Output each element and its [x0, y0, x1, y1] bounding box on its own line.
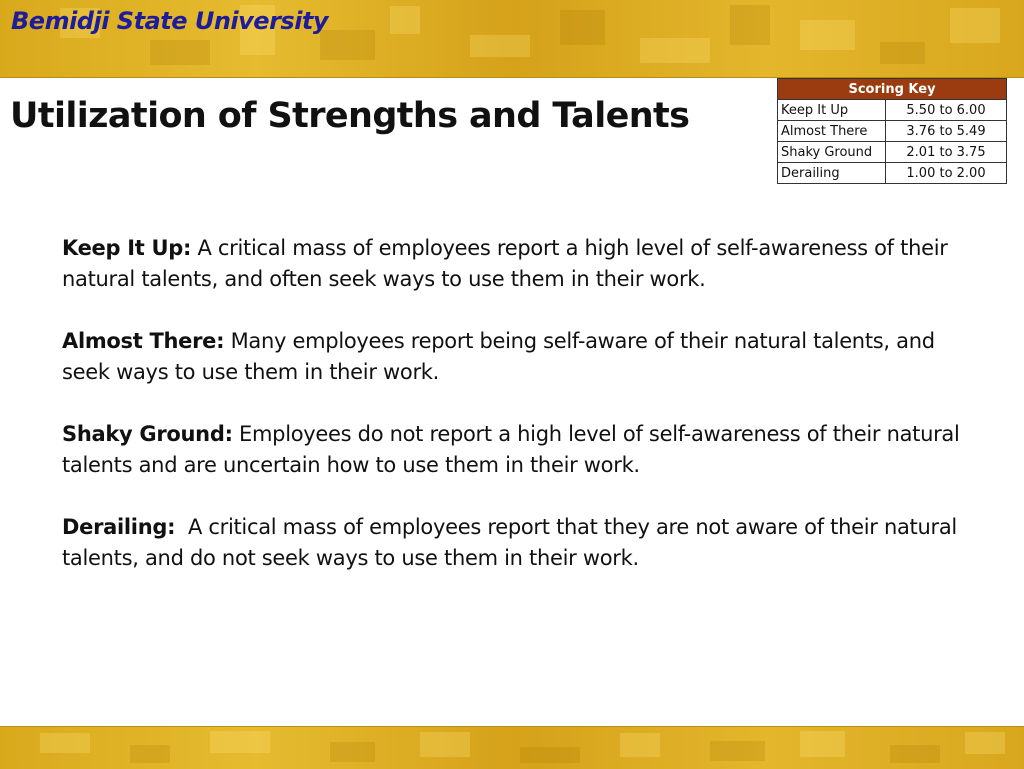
- scoring-key-row: [778, 163, 1007, 184]
- description-text: A critical mass of employees report that they are not aware of their natural talents, and do not seek ways to use them in their work.: [62, 515, 964, 570]
- scoring-key-row: [778, 142, 1007, 163]
- description-shaky-ground: [62, 419, 987, 481]
- scoring-key-heading: Scoring Key: [778, 79, 1007, 100]
- description-term: Shaky Ground:: [62, 422, 233, 446]
- description-text: A critical mass of employees report a high level of self-awareness of their natural talents, and often seek ways to use them in their work.: [62, 236, 948, 291]
- description-keep-it-up: [62, 233, 987, 295]
- scoring-key-label: Derailing: [778, 163, 886, 184]
- scoring-key-row: [778, 100, 1007, 121]
- description-term: Keep It Up:: [62, 236, 192, 260]
- scoring-key-label: Keep It Up: [778, 100, 886, 121]
- scoring-key-range: 5.50 to 6.00: [886, 100, 1007, 121]
- description-derailing: [62, 512, 987, 574]
- scoring-key-table: [777, 78, 1007, 184]
- scoring-key-label: Almost There: [778, 121, 886, 142]
- university-name: Bemidji State University: [11, 7, 329, 35]
- scoring-key-label: Shaky Ground: [778, 142, 886, 163]
- description-text: Many employees report being self-aware of their natural talents, and seek ways to use them in their work.: [62, 329, 935, 384]
- description-almost-there: [62, 326, 987, 388]
- scoring-key-header-row: [778, 79, 1007, 100]
- description-text: Employees do not report a high level of self-awareness of their natural talents and are uncertain how to use them in their work.: [62, 422, 960, 477]
- scoring-key-range: 2.01 to 3.75: [886, 142, 1007, 163]
- description-term: Derailing:: [62, 515, 176, 539]
- footer-band: [0, 726, 1024, 769]
- slide-title: Utilization of Strengths and Talents: [10, 96, 690, 136]
- descriptions: [62, 233, 987, 605]
- scoring-key-row: [778, 121, 1007, 142]
- description-term: Almost There:: [62, 329, 225, 353]
- scoring-key-range: 3.76 to 5.49: [886, 121, 1007, 142]
- scoring-key-range: 1.00 to 2.00: [886, 163, 1007, 184]
